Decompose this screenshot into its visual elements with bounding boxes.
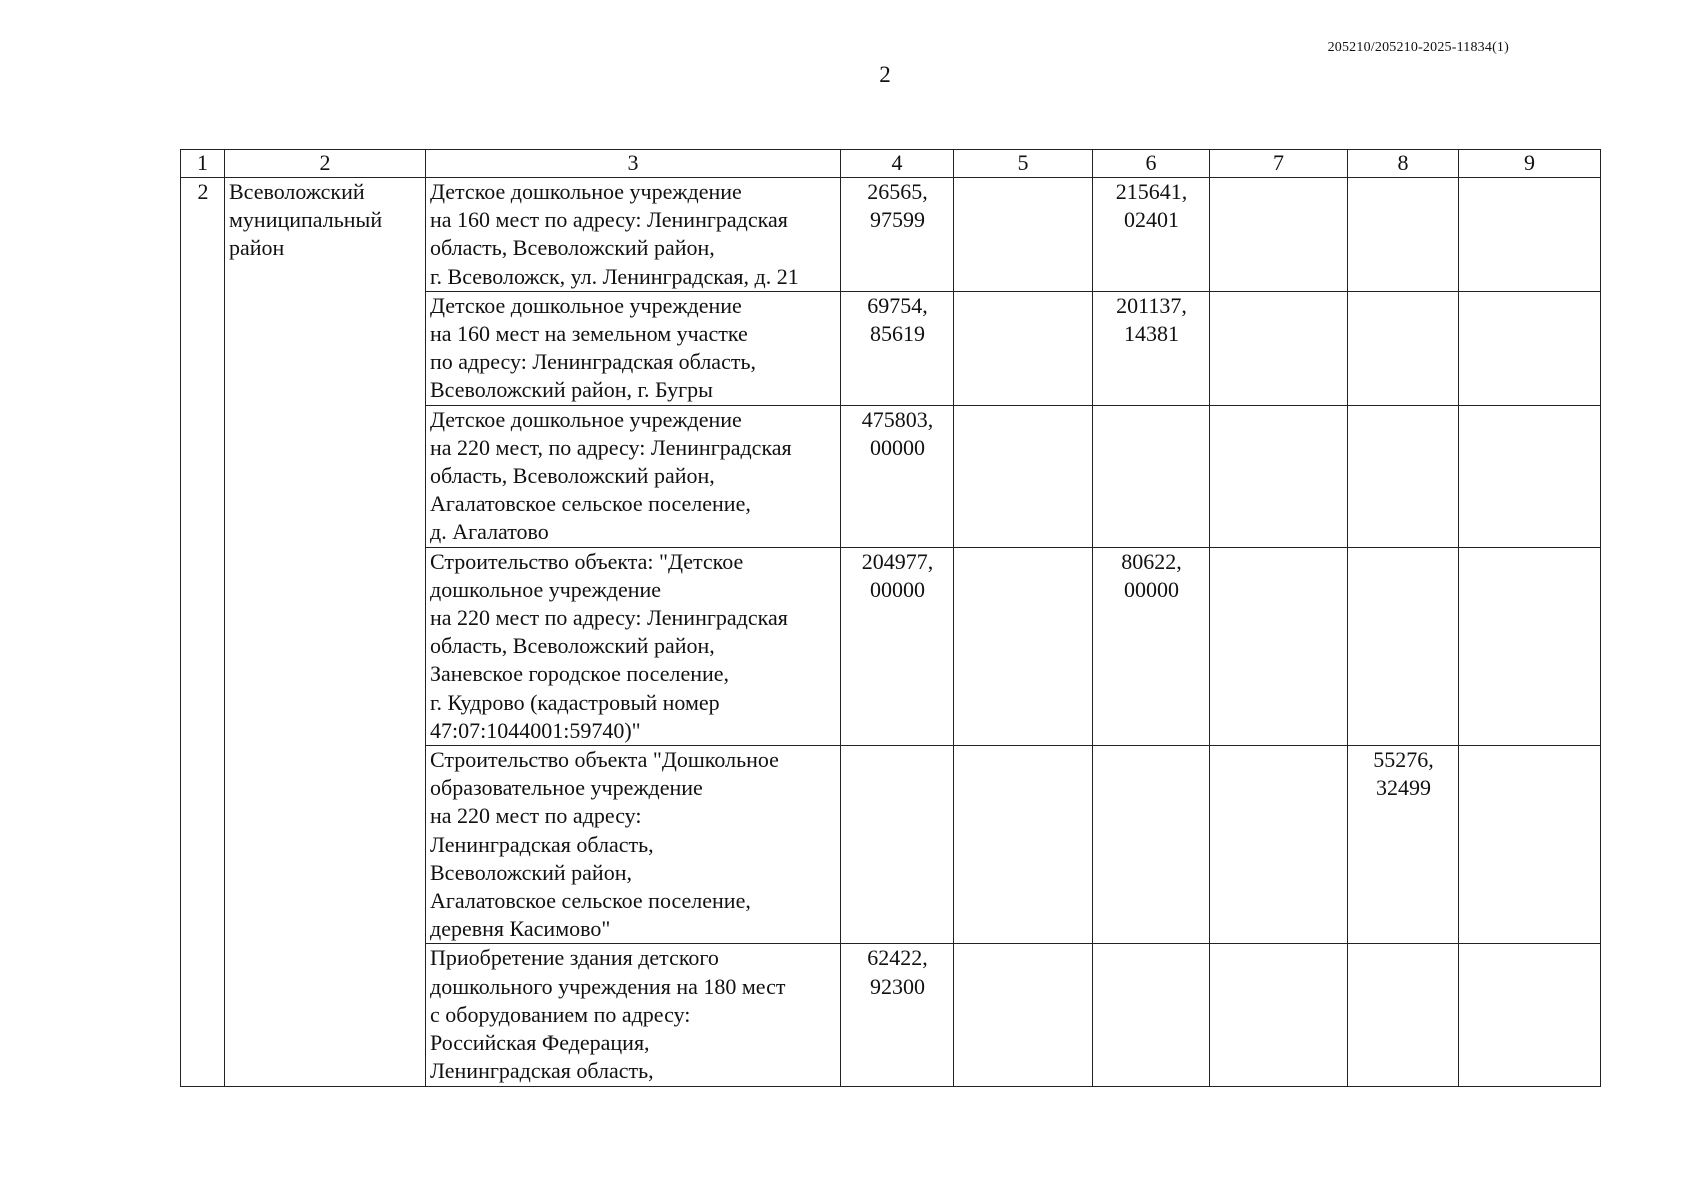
value-cell: 55276, 32499: [1348, 746, 1459, 944]
table-row: [181, 178, 1601, 292]
object-description: Детское дошкольное учреждение на 160 мест по адресу: Ленинградская область, Всеволожский район, г. Всеволожск, ул. Ленинградская, д. 21: [426, 178, 841, 292]
value-cell: [1210, 547, 1348, 745]
object-description: Приобретение здания детского дошкольного учреждения на 180 мест с оборудованием по адресу: Российская Федерация, Ленинградская область,: [426, 944, 841, 1086]
value-cell: 80622, 00000: [1093, 547, 1210, 745]
page-number: 2: [879, 62, 891, 87]
column-header: 9: [1459, 150, 1601, 178]
value-cell: [1348, 944, 1459, 1086]
value-cell: 26565, 97599: [841, 178, 954, 292]
value-cell: [1210, 944, 1348, 1086]
value-cell: [1459, 291, 1601, 405]
data-table: [180, 149, 1601, 1087]
value-cell: [954, 547, 1093, 745]
column-header: 7: [1210, 150, 1348, 178]
row-number: 2: [181, 178, 225, 1087]
value-cell: 62422, 92300: [841, 944, 954, 1086]
value-cell: [1348, 547, 1459, 745]
column-number-row: [181, 150, 1601, 178]
value-cell: [954, 291, 1093, 405]
value-cell: [1348, 405, 1459, 547]
value-cell: [1459, 178, 1601, 292]
value-cell: [1210, 746, 1348, 944]
value-cell: 475803, 00000: [841, 405, 954, 547]
value-cell: 201137, 14381: [1093, 291, 1210, 405]
value-cell: [1459, 547, 1601, 745]
region-name: Всеволожский муниципальный район: [225, 178, 426, 1087]
value-cell: [1348, 178, 1459, 292]
value-cell: [1210, 405, 1348, 547]
object-description: Детское дошкольное учреждение на 160 мест на земельном участке по адресу: Ленинградская область, Всеволожский район, г. Бугры: [426, 291, 841, 405]
value-cell: [1459, 746, 1601, 944]
column-header: 1: [181, 150, 225, 178]
value-cell: 215641, 02401: [1093, 178, 1210, 292]
value-cell: [1459, 405, 1601, 547]
value-cell: [1093, 746, 1210, 944]
object-description: Строительство объекта: "Детское дошкольное учреждение на 220 мест по адресу: Ленинградская область, Всеволожский район, Заневское городское поселение, г. Кудрово (кадастровый номер 47:07:1044001:59740)": [426, 547, 841, 745]
column-header: 8: [1348, 150, 1459, 178]
value-cell: [954, 746, 1093, 944]
value-cell: 204977, 00000: [841, 547, 954, 745]
object-description: Детское дошкольное учреждение на 220 мест, по адресу: Ленинградская область, Всеволожский район, Агалатовское сельское поселение, д. Агалатово: [426, 405, 841, 547]
document-id: 205210/205210-2025-11834(1): [1327, 40, 1509, 55]
column-header: 6: [1093, 150, 1210, 178]
value-cell: [1093, 405, 1210, 547]
column-header: 5: [954, 150, 1093, 178]
value-cell: [1210, 291, 1348, 405]
value-cell: [1459, 944, 1601, 1086]
value-cell: [954, 178, 1093, 292]
column-header: 3: [426, 150, 841, 178]
value-cell: [1210, 178, 1348, 292]
value-cell: [1348, 291, 1459, 405]
value-cell: [954, 405, 1093, 547]
value-cell: [954, 944, 1093, 1086]
value-cell: [841, 746, 954, 944]
object-description: Строительство объекта "Дошкольное образовательное учреждение на 220 мест по адресу: Ленинградская область, Всеволожский район, Агалатовское сельское поселение, деревня Касимово": [426, 746, 841, 944]
value-cell: 69754, 85619: [841, 291, 954, 405]
column-header: 4: [841, 150, 954, 178]
column-header: 2: [225, 150, 426, 178]
value-cell: [1093, 944, 1210, 1086]
